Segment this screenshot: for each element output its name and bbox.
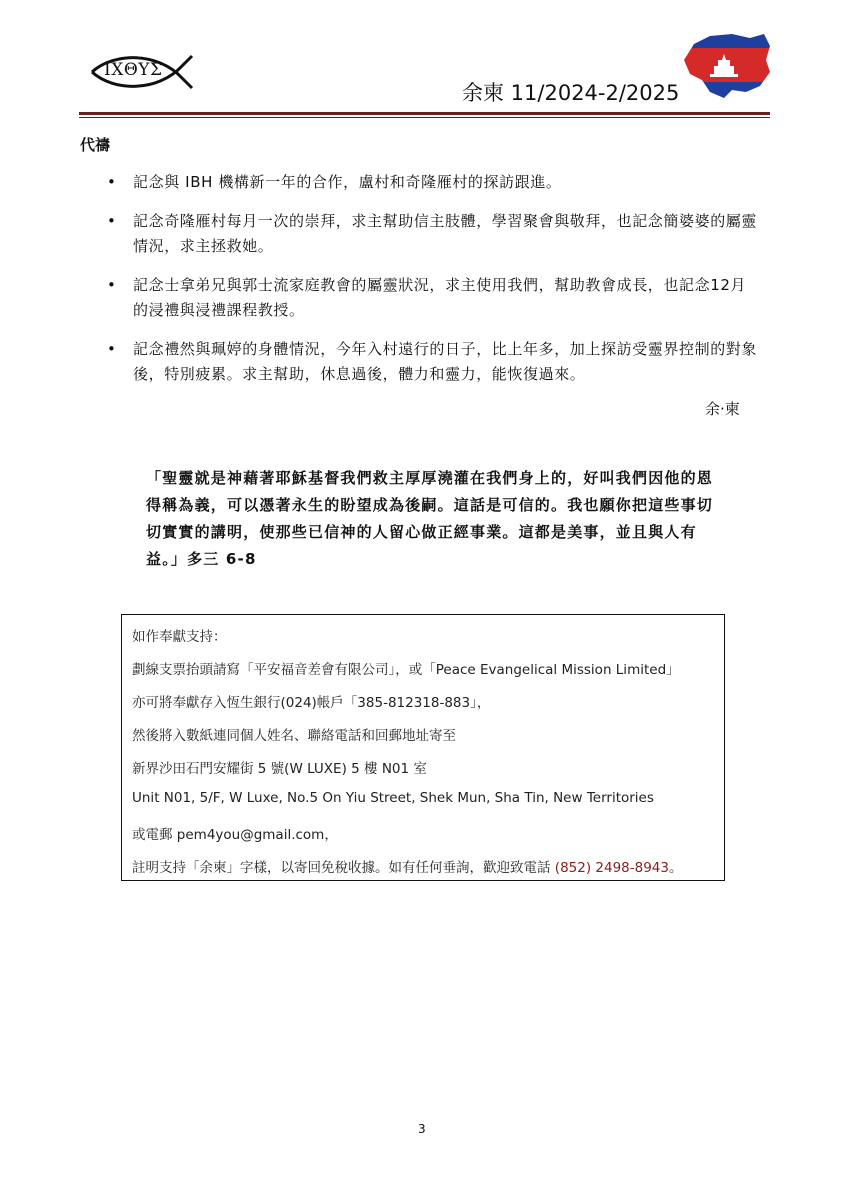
support-line: 如作奉獻支持： [132,629,227,645]
list-item [100,273,760,323]
bible-verse: 「聖靈就是神藉著耶穌基督我們救主厚厚澆灌在我們身上的，好叫我們因他的恩得稱為義，可以憑著永生的盼望成為後嗣。這話是可信的。我也願你把這些事切切實實的講明，使那些已信神的人留心做正經事業。這都是美事，並且與人有益。」多三 6-8 [146,469,714,568]
support-line: 然後將入數紙連同個人姓名、聯絡電話和回郵地址寄至 [132,728,456,744]
bullet: • [107,340,117,358]
signature: 余‧柬 [705,400,740,418]
support-line: Unit N01, 5/F, W Luxe, No.5 On Yiu Street, Shek Mun, Sha Tin, New Territories [132,790,654,806]
cambodia-flag-map-icon [680,30,772,100]
section-title: 代禱 [80,136,111,154]
prayer-text: 記念禮然與珮婷的身體情況，今年入村遠行的日子，比上年多，加上探訪受靈界控制的對象後，特別疲累。求主幫助，休息過後，體力和靈力，能恢復過來。 [133,340,758,383]
support-line: 亦可將奉獻存入恆生銀行(024)帳戶「385-812318-883」， [132,695,491,711]
header-divider-thin [79,117,770,118]
prayer-list [100,170,760,401]
prayer-text: 記念與 IBH 機構新一年的合作，盧村和奇隆雁村的探訪跟進。 [133,173,562,191]
support-line-last [132,856,682,876]
list-item [100,170,760,195]
support-line: 或電郵 pem4you@gmail.com， [132,827,338,843]
bullet: • [107,212,117,230]
list-item [100,209,760,259]
bullet: • [107,276,117,294]
support-line: 新界沙田石門安耀街 5 號(W LUXE) 5 樓 N01 室 [132,761,427,777]
bullet: • [107,173,117,191]
support-line: 劃線支票抬頭請寫「平安福音差會有限公司」，或「Peace Evangelical Mission Limited」 [132,662,680,678]
prayer-text: 記念士拿弟兄與郭士流家庭教會的屬靈狀況，求主使用我們，幫助教會成長，也記念12月的浸禮與浸禮課程教授。 [133,276,747,319]
page-number: 3 [418,1122,426,1136]
page-header-title: 余柬 11/2024-2/2025 [462,81,680,105]
contact-phone[interactable]: (852) 2498-8943 [554,860,669,876]
support-note-end: 。 [668,860,683,876]
prayer-text: 記念奇隆雁村每月一次的崇拜，求主幫助信主肢體，學習聚會與敬拜，也記念簡婆婆的屬靈情況，求主拯救她。 [133,212,758,255]
header-divider [79,112,770,115]
support-note: 註明支持「余柬」字樣，以寄回免稅收據。如有任何垂詢，歡迎致電話 [132,860,555,876]
logo-text: ΙΧΘΥΣ [104,60,163,80]
list-item [100,337,760,387]
donation-info-box [121,614,725,881]
